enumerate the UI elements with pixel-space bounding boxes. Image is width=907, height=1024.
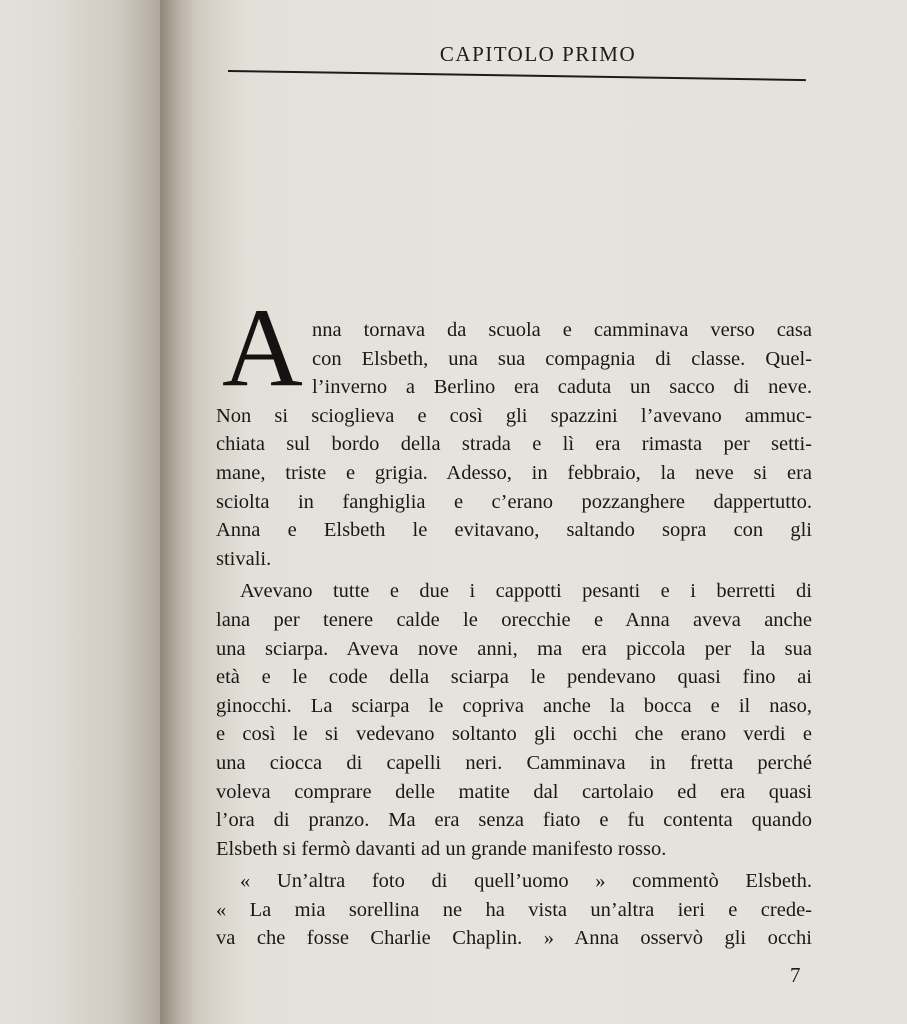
- text-line: con Elsbeth, una sua compagnia di classe. Quel-: [312, 347, 812, 370]
- text-line: Avevano tutte e due i cappotti pesanti e i berretti di: [240, 580, 812, 603]
- text-line: età e le code della sciarpa le pendevano quasi fino ai: [216, 666, 812, 689]
- text-line: ginocchi. La sciarpa le copriva anche la bocca e il naso,: [216, 694, 812, 717]
- body-text: [216, 316, 812, 953]
- drop-cap: A: [222, 286, 303, 410]
- text-line: Anna e Elsbeth le evitavano, saltando sopra con gli: [216, 519, 812, 542]
- text-line: Elsbeth si fermò davanti ad un grande manifesto rosso.: [216, 837, 667, 860]
- text-line: chiata sul bordo della strada e lì era rimasta per setti-: [216, 433, 812, 456]
- text-line: una ciocca di capelli neri. Camminava in fretta perché: [216, 751, 812, 774]
- text-line: sciolta in fanghiglia e c’erano pozzanghere dappertutto.: [216, 490, 812, 513]
- text-line: stivali.: [216, 547, 272, 570]
- text-line: voleva comprare delle matite dal cartolaio ed era quasi: [216, 780, 812, 803]
- text-line: « La mia sorellina ne ha vista un’altra ieri e crede-: [216, 898, 812, 921]
- text-line: nna tornava da scuola e camminava verso casa: [312, 319, 812, 341]
- page-number: 7: [790, 963, 801, 987]
- text-line: l’ora di pranzo. Ma era senza fiato e fu contenta quando: [216, 809, 812, 832]
- text-line: e così le si vedevano soltanto gli occhi che erano verdi e: [216, 723, 812, 746]
- text-line: va che fosse Charlie Chaplin. » Anna osservò gli occhi: [216, 927, 812, 950]
- left-page: [0, 0, 170, 1024]
- text-line: Non si scioglieva e così gli spazzini l’avevano ammuc-: [216, 404, 812, 427]
- running-head: CAPITOLO PRIMO: [439, 42, 637, 66]
- text-line: una sciarpa. Aveva nove anni, ma era piccola per la sua: [216, 637, 812, 660]
- text-line: lana per tenere calde le orecchie e Anna aveva anche: [216, 608, 812, 631]
- text-line: mane, triste e grigia. Adesso, in febbraio, la neve si era: [216, 461, 812, 484]
- text-line: « Un’altra foto di quell’uomo » commentò Elsbeth.: [240, 870, 812, 893]
- text-line: l’inverno a Berlino era caduta un sacco di neve.: [312, 376, 812, 399]
